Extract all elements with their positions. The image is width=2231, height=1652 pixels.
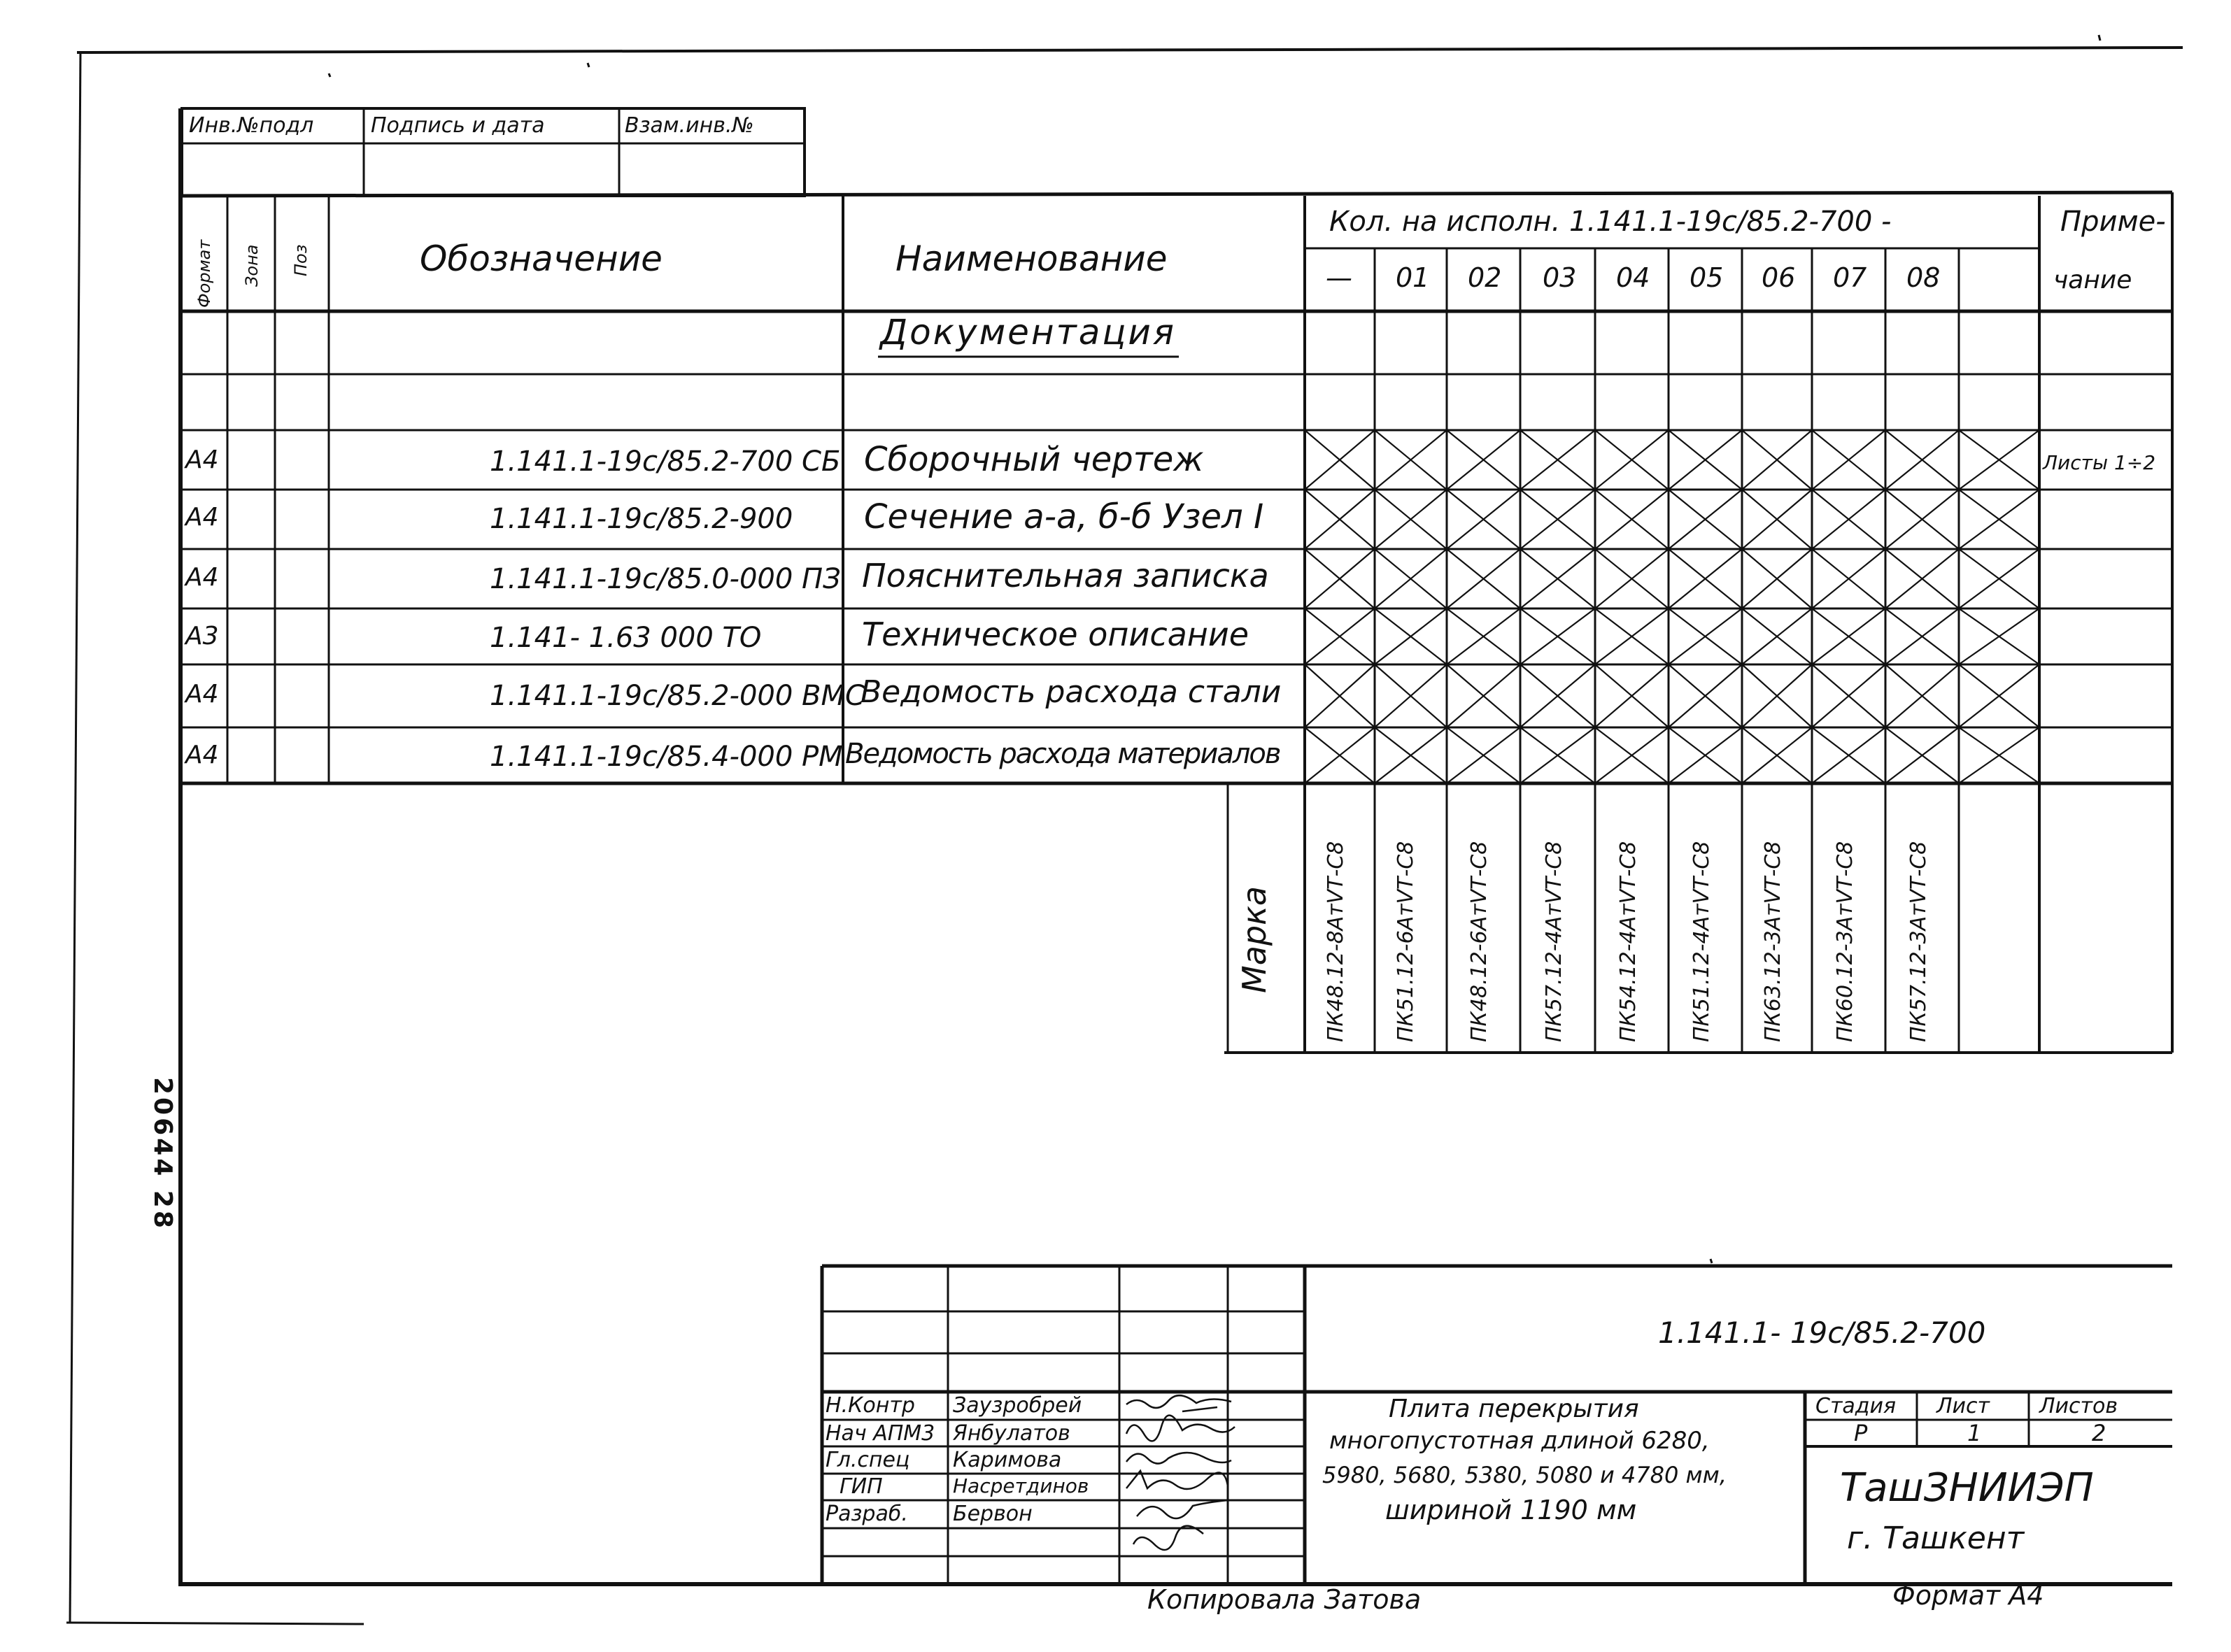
side-archive-number: 20644 28	[148, 1077, 177, 1231]
sheet-value: 1	[1967, 1420, 1982, 1446]
header-qty-label: Кол. на исполн. 1.141.1-19с/85.2-700 -	[1329, 206, 1892, 238]
stage-value: Р	[1854, 1420, 1868, 1446]
variant-header: 01	[1396, 262, 1430, 293]
sheet-label: Лист	[1936, 1394, 1990, 1418]
row-format: А3	[185, 622, 219, 650]
variant-header: 03	[1543, 262, 1577, 293]
mark-label: ПК57.12-4АтVТ-С8	[1542, 841, 1566, 1042]
mark-label: ПК48.12-6АтVТ-С8	[1467, 841, 1492, 1042]
sheets-value: 2	[2092, 1420, 2106, 1446]
mark-label: ПК54.12-4АтVТ-С8	[1616, 841, 1641, 1042]
sign-date-label: Подпись и дата	[371, 113, 545, 138]
mark-label: ПК60.12-3АтVТ-С8	[1833, 841, 1857, 1042]
header-name: Наименование	[895, 238, 1168, 279]
person-name: Бервон	[953, 1502, 1033, 1526]
org-city: г. Ташкент	[1847, 1521, 2025, 1556]
role-label: Разраб.	[826, 1502, 908, 1526]
header-pos: Поз	[291, 244, 311, 276]
title-line: многопустотная длиной 6280,	[1329, 1427, 1710, 1455]
org-name: ТашЗНИИЭП	[1840, 1465, 2094, 1511]
mark-label: ПК63.12-3АтVТ-С8	[1761, 841, 1785, 1042]
inv-no-label: Инв.№подл	[189, 113, 314, 138]
row-format: А4	[185, 503, 219, 532]
row-format: А4	[185, 446, 219, 474]
row-format: А4	[185, 741, 219, 769]
role-label: Нач АПМ3	[826, 1421, 935, 1446]
row-designation: 1.141.1-19с/85.0-000 ПЗ	[490, 563, 841, 595]
row-format: А4	[185, 563, 219, 592]
mark-label: ПК51.12-6АтVТ-С8	[1394, 841, 1418, 1042]
person-name: Каримова	[953, 1448, 1062, 1472]
title-line: Плита перекрытия	[1389, 1395, 1639, 1423]
mark-label: ПК48.12-8АтVТ-С8	[1324, 841, 1348, 1042]
variant-header: 07	[1833, 262, 1867, 293]
row-name: Техническое описание	[862, 615, 1249, 653]
header-note-line1: Приме-	[2060, 206, 2166, 238]
role-label: ГИП	[840, 1474, 883, 1499]
role-label: Н.Контр	[826, 1393, 915, 1418]
sheet-format: Формат А4	[1892, 1580, 2044, 1611]
variant-header: 06	[1762, 262, 1796, 293]
variant-header: 08	[1906, 262, 1941, 293]
person-name: Насретдинов	[953, 1474, 1089, 1497]
role-label: Гл.спец	[826, 1448, 910, 1472]
replace-inv-label: Взам.инв.№	[625, 113, 754, 138]
variant-header: 04	[1616, 262, 1650, 293]
row-format: А4	[185, 680, 219, 708]
row-note: Листы 1÷2	[2043, 451, 2156, 474]
stage-label: Стадия	[1815, 1394, 1897, 1418]
mark-label: ПК51.12-4АтVТ-С8	[1690, 841, 1714, 1042]
row-name: Ведомость расхода материалов	[845, 738, 1280, 770]
mark-label: ПК57.12-3АтVТ-С8	[1906, 841, 1931, 1042]
marka-label: Марка	[1235, 885, 1273, 993]
person-name: Янбулатов	[953, 1421, 1070, 1446]
doc-code: 1.141.1- 19с/85.2-700	[1658, 1316, 1986, 1350]
row-name: Сборочный чертеж	[864, 440, 1204, 479]
row-designation: 1.141.1-19с/85.4-000 РМ	[490, 741, 843, 773]
row-designation: 1.141.1-19с/85.2-000 ВМС	[490, 680, 865, 712]
person-name: Заузробрей	[953, 1393, 1082, 1418]
copied-by: Копировала Затова	[1147, 1584, 1422, 1615]
header-note-line2: чание	[2053, 266, 2132, 294]
row-designation: 1.141.1-19с/85.2-900	[490, 503, 793, 535]
row-name: Сечение а-а, б-б Узел I	[864, 497, 1264, 536]
row-designation: 1.141- 1.63 000 ТО	[490, 622, 762, 654]
sheets-label: Листов	[2039, 1394, 2118, 1418]
section-title: Документация	[880, 312, 1176, 353]
variant-header: 05	[1690, 262, 1724, 293]
header-zone: Зона	[242, 244, 262, 287]
row-name: Ведомость расхода стали	[860, 674, 1282, 710]
variant-header: 02	[1468, 262, 1502, 293]
header-designation: Обозначение	[420, 238, 663, 279]
row-designation: 1.141.1-19с/85.2-700 СБ	[490, 446, 841, 478]
title-line: шириной 1190 мм	[1385, 1495, 1637, 1525]
variant-header: —	[1326, 262, 1352, 293]
title-line: 5980, 5680, 5380, 5080 и 4780 мм,	[1322, 1462, 1727, 1488]
header-format: Формат	[194, 239, 214, 308]
row-name: Пояснительная записка	[862, 557, 1269, 594]
